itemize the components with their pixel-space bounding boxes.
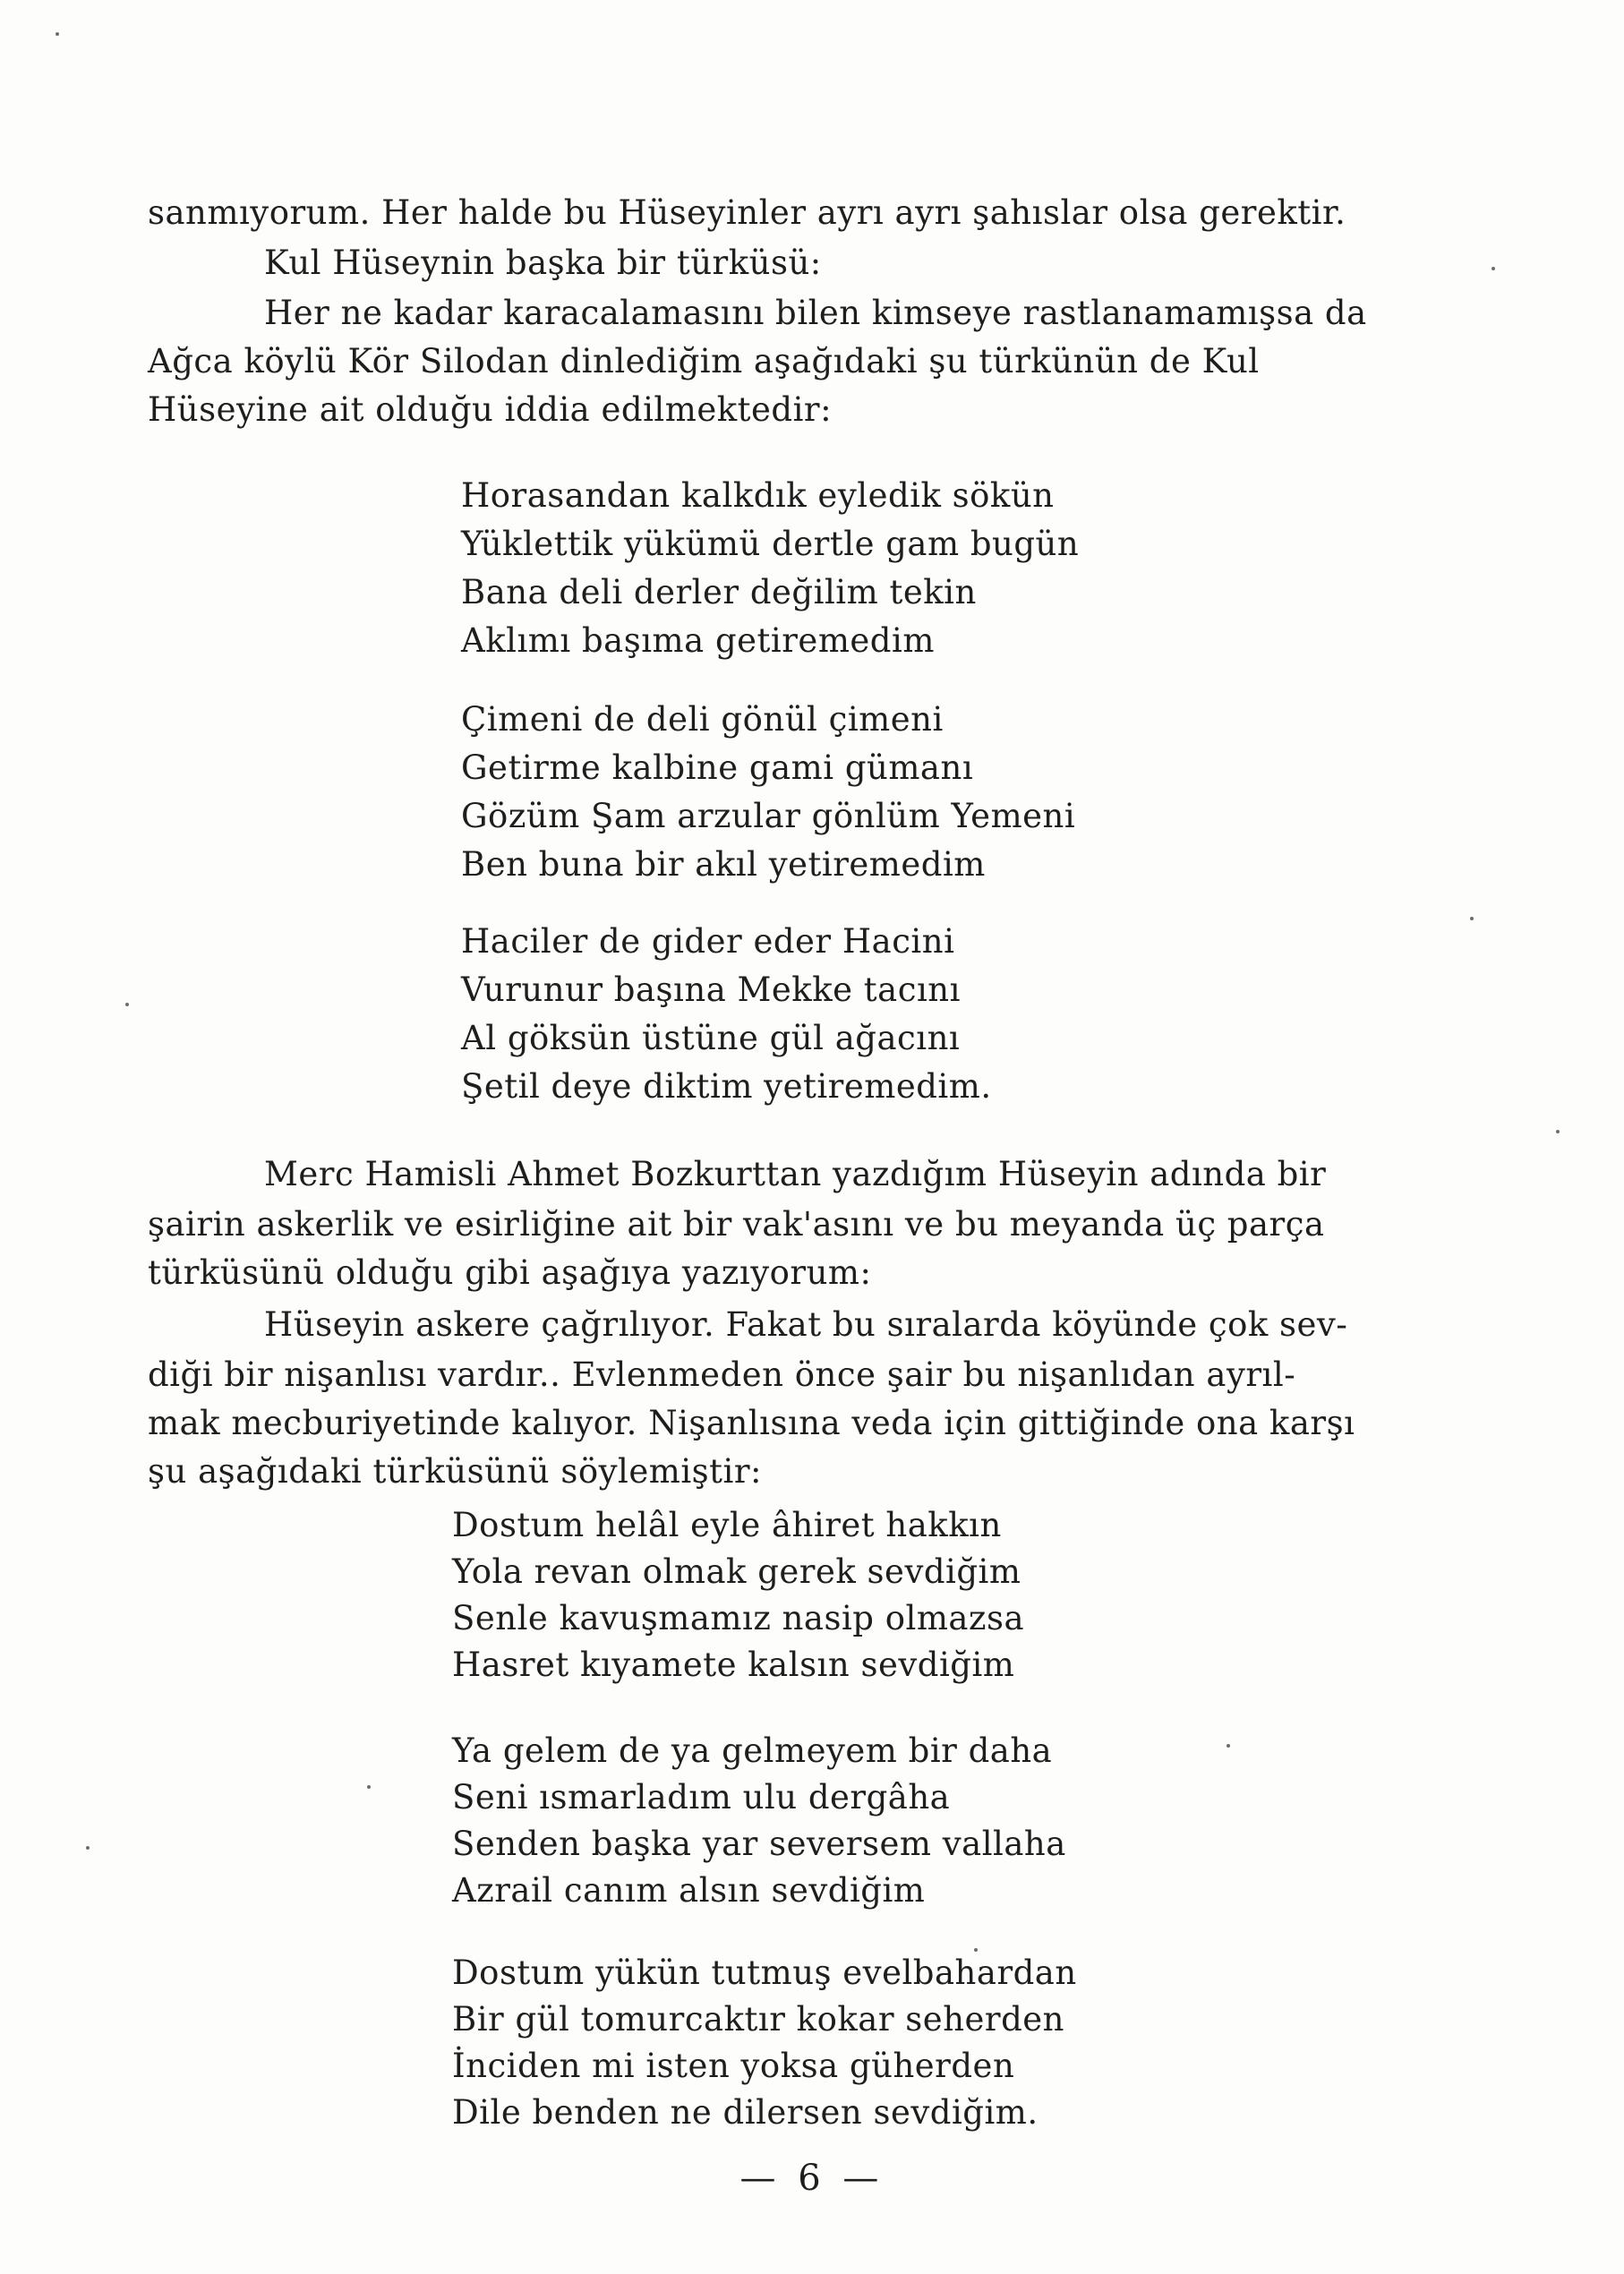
page-number: — 6 — [739,2158,885,2199]
poem2-stanza3-line4: Dile benden ne dilersen sevdiğim. [452,2093,1039,2132]
intro-line-3: Her ne kadar karacalamasını bilen kimseye rastlanamamışsa da [264,294,1367,332]
poem2-stanza3-line1: Dostum yükün tutmuş evelbahardan [452,1953,1077,1992]
middle-line-6: mak mecburiyetinde kalıyor. Nişanlısına veda için gittiğinde ona karşı [148,1404,1355,1442]
poem1-stanza1-line2: Yüklettik yükümü dertle gam bugün [461,525,1080,563]
poem1-stanza1-line1: Horasandan kalkdık eyledik sökün [461,476,1055,515]
scan-speck [1470,917,1474,920]
poem2-stanza1-line3: Senle kavuşmamız nasip olmazsa [452,1599,1025,1637]
middle-line-1: Merc Hamisli Ahmet Bozkurttan yazdığım Hüseyin adında bir [264,1155,1327,1193]
poem2-stanza2-line1: Ya gelem de ya gelmeyem bir daha [452,1731,1053,1770]
middle-line-4: Hüseyin askere çağrılıyor. Fakat bu sıralarda köyünde çok sev- [264,1305,1348,1344]
poem2-stanza2-line2: Seni ısmarladım ulu dergâha [452,1778,951,1817]
poem1-stanza3-line3: Al göksün üstüne gül ağacını [461,1019,961,1057]
poem2-stanza1-line2: Yola revan olmak gerek sevdiğim [452,1552,1021,1591]
poem1-stanza2-line3: Gözüm Şam arzular gönlüm Yemeni [461,797,1076,835]
intro-line-4: Ağca köylü Kör Silodan dinlediğim aşağıdaki şu türkünün de Kul [148,342,1260,380]
intro-line-2: Kul Hüseynin başka bir türküsü: [264,244,822,282]
poem2-stanza2-line3: Senden başka yar seversem vallaha [452,1825,1066,1863]
poem1-stanza2-line1: Çimeni de deli gönül çimeni [461,700,944,739]
poem1-stanza3-line2: Vurunur başına Mekke tacını [461,970,961,1009]
scan-speck [86,1846,90,1850]
middle-line-2: şairin askerlik ve esirliğine ait bir vak'asını ve bu meyanda üç parça [148,1205,1325,1244]
poem2-stanza1-line4: Hasret kıyamete kalsın sevdiğim [452,1646,1015,1684]
intro-line-1: sanmıyorum. Her halde bu Hüseyinler ayrı ayrı şahıslar olsa gerektir. [148,193,1346,232]
middle-line-3: türküsünü olduğu gibi aşağıya yazıyorum: [148,1253,872,1292]
poem1-stanza2-line2: Getirme kalbine gami gümanı [461,748,974,787]
middle-line-7: şu aşağıdaki türküsünü söylemiştir: [148,1452,762,1491]
poem2-stanza3-line3: İnciden mi isten yoksa güherden [452,2047,1015,2085]
scan-speck [1227,1744,1230,1748]
poem1-stanza1-line4: Aklımı başıma getiremedim [461,621,935,660]
poem2-stanza3-line2: Bir gül tomurcaktır kokar seherden [452,2000,1065,2039]
scan-speck [56,32,59,36]
scan-speck [1492,267,1495,270]
middle-line-5: diği bir nişanlısı vardır.. Evlenmeden önce şair bu nişanlıdan ayrıl- [148,1355,1296,1394]
scan-speck [125,1003,129,1006]
poem1-stanza1-line3: Bana deli derler değilim tekin [461,573,977,611]
poem1-stanza3-line4: Şetil deye diktim yetiremedim. [461,1067,992,1106]
poem1-stanza2-line4: Ben buna bir akıl yetiremedim [461,845,986,884]
poem2-stanza1-line1: Dostum helâl eyle âhiret hakkın [452,1506,1002,1544]
poem2-stanza2-line4: Azrail canım alsın sevdiğim [452,1871,926,1910]
scan-speck [1556,1130,1560,1133]
scan-speck [974,1948,978,1952]
poem1-stanza3-line1: Haciler de gider eder Hacini [461,922,955,961]
intro-line-5: Hüseyine ait olduğu iddia edilmektedir: [148,390,833,429]
scan-speck [367,1785,371,1789]
